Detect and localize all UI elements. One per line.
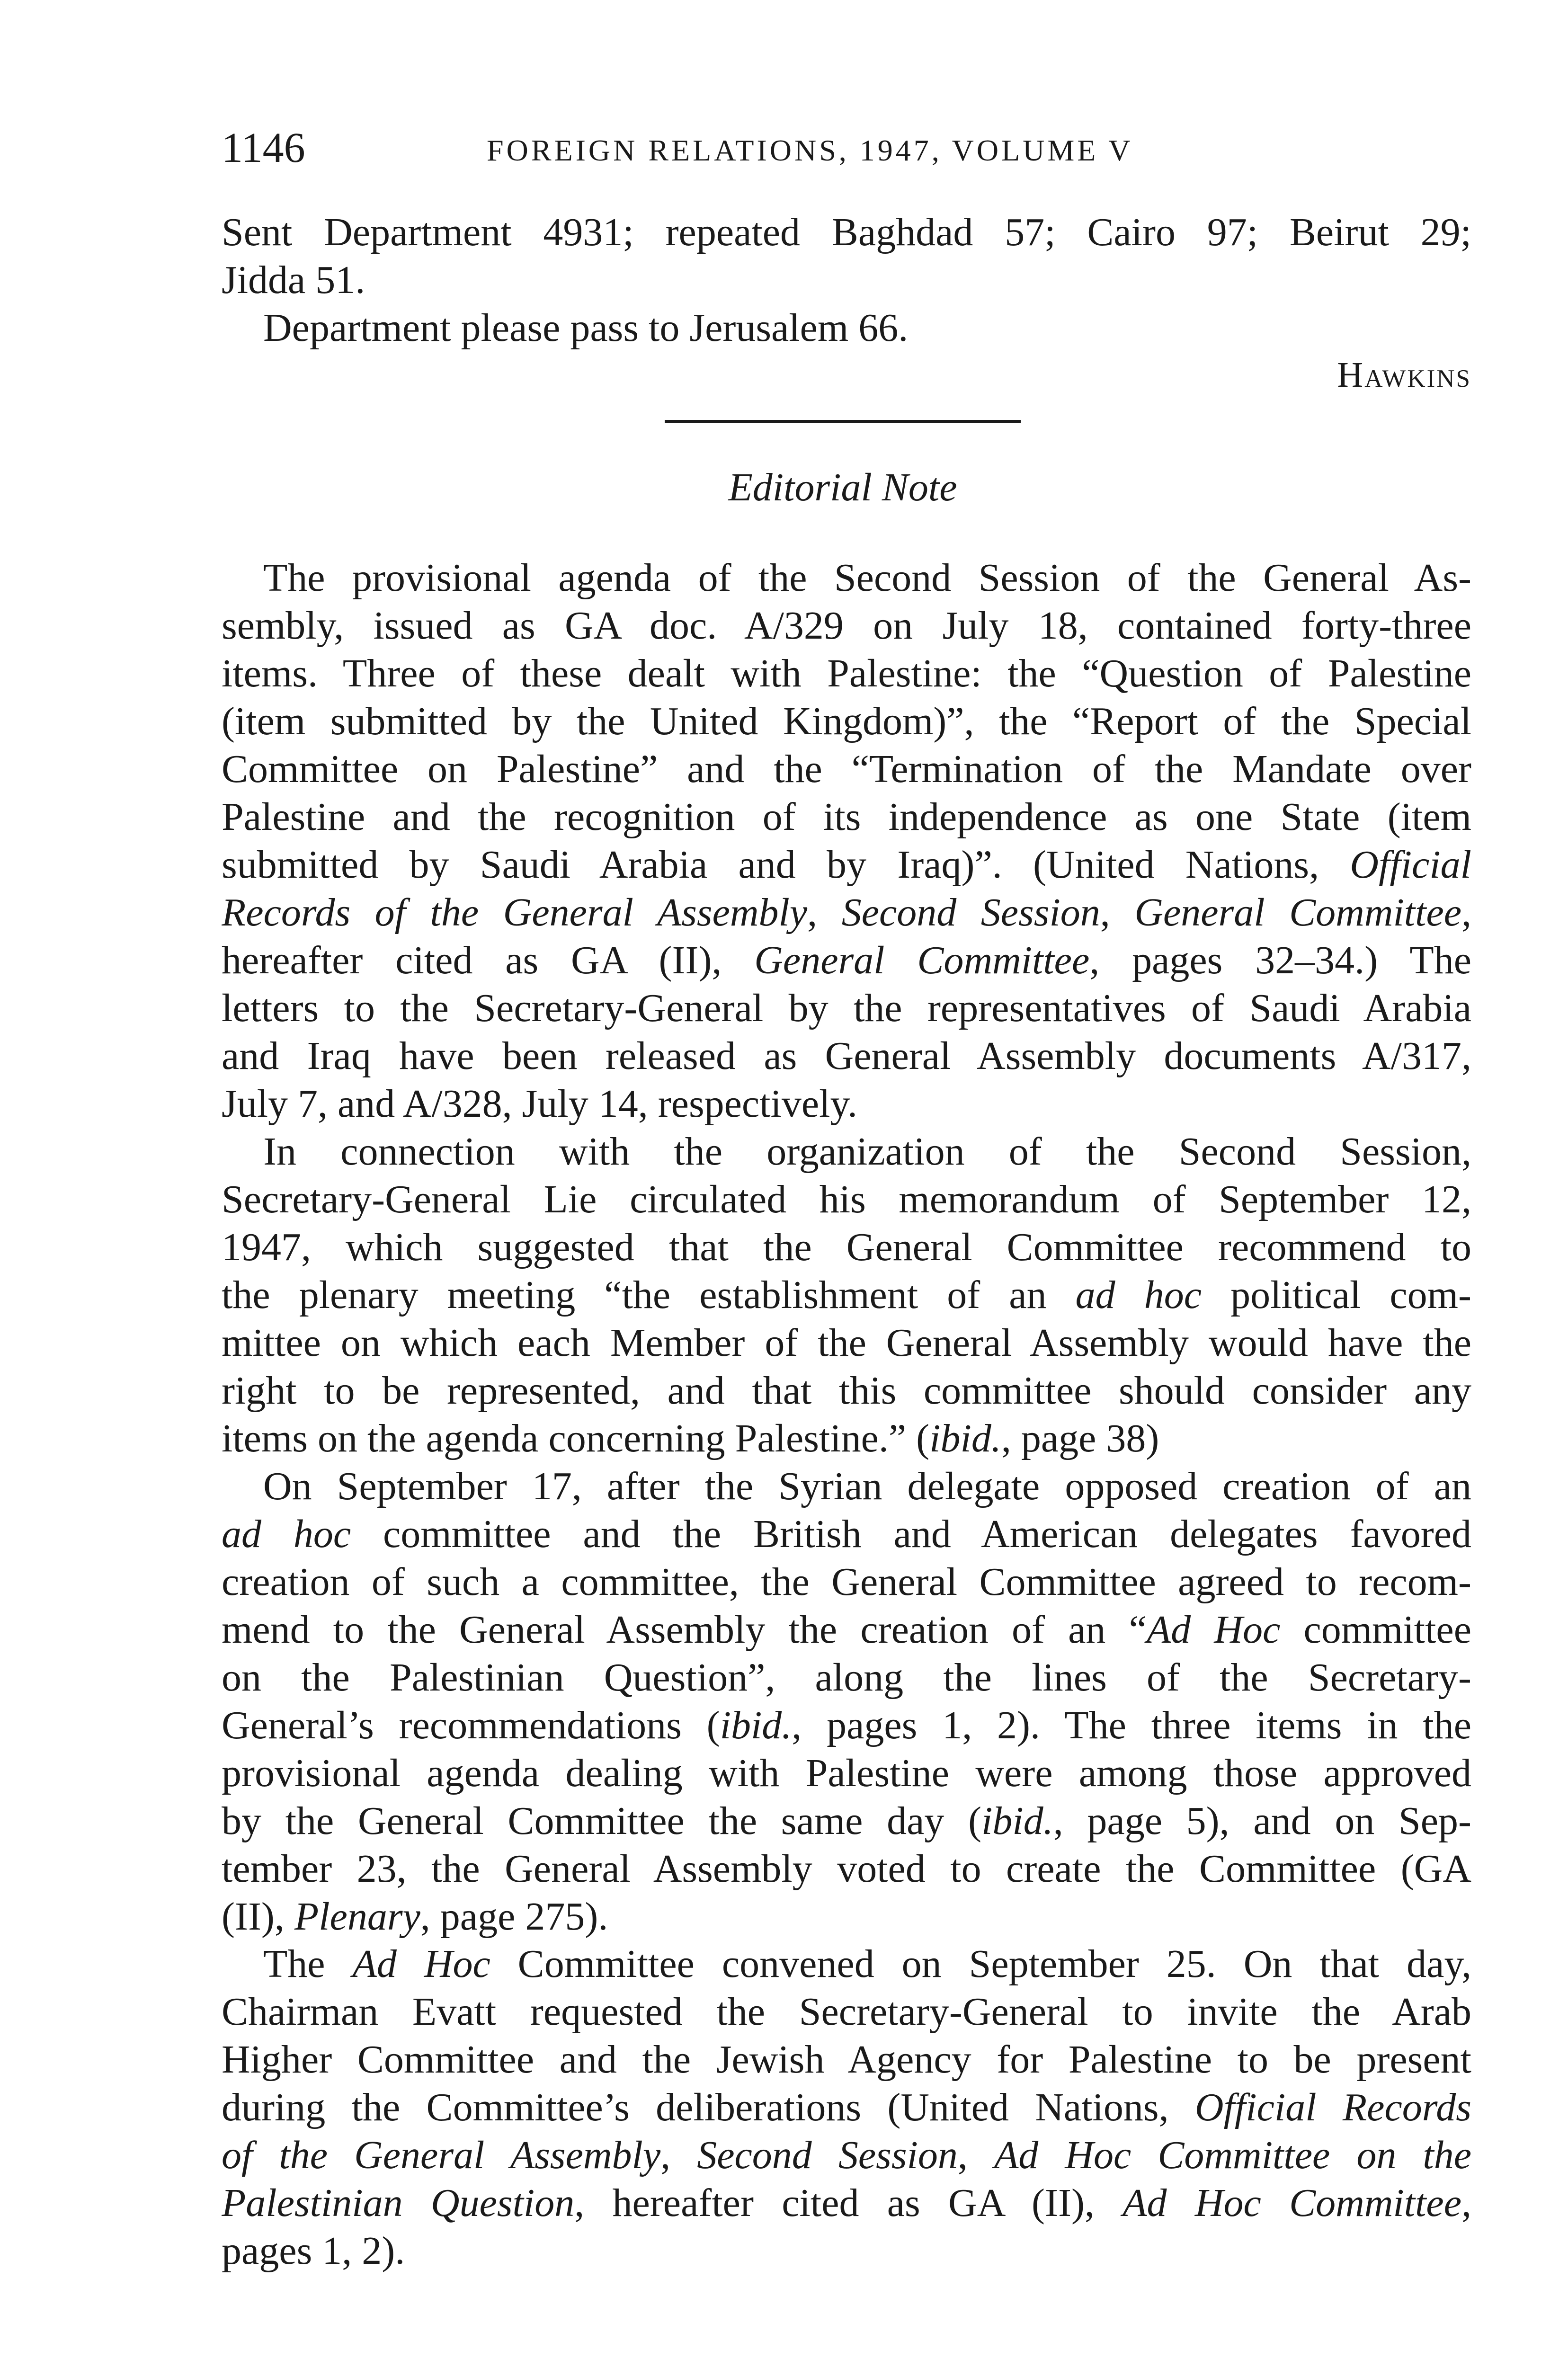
- text-run: ,: [660, 2133, 697, 2177]
- text-line: [222, 1701, 1471, 1749]
- text-line: tember 23, the General Assembly voted to create the Committee (GA: [222, 1847, 1471, 1891]
- text-line: [222, 1893, 1471, 1940]
- text-line: pages 1, 2).: [222, 2229, 405, 2273]
- text-line: (item submitted by the United Kingdom)”, the “Report of the Special: [222, 699, 1471, 743]
- text-line: Committee on Palestine” and the “Termination of the Mandate over: [222, 747, 1471, 791]
- text-line: [222, 1415, 1471, 1462]
- italic-run: Ad Hoc Committee: [1123, 2181, 1461, 2225]
- italic-run: Official Records: [1194, 2085, 1471, 2129]
- text-line: [222, 1606, 1471, 1654]
- text-line: [222, 2083, 1471, 2131]
- italic-run: ad hoc: [222, 1512, 351, 1556]
- italic-run: General Committee: [754, 938, 1090, 982]
- text-run: ,: [1461, 890, 1471, 934]
- text-run: the plenary meeting “the establishment of an: [222, 1273, 1076, 1317]
- text-run: ,: [957, 2133, 994, 2177]
- text-line: [222, 841, 1471, 889]
- text-line: on the Palestinian Question”, along the lines of the Secretary-: [222, 1655, 1471, 1700]
- italic-run: ibid.: [720, 1703, 792, 1747]
- text-run: ,: [1461, 2181, 1471, 2225]
- text-line: right to be represented, and that this committee should consider any: [222, 1369, 1471, 1413]
- text-run: committee: [1280, 1608, 1471, 1652]
- text-run: hereafter cited as GA (II),: [222, 938, 755, 982]
- text-line: On September 17, after the Syrian delegate opposed creation of an: [263, 1464, 1471, 1508]
- text-run: by the General Committee the same day (: [222, 1799, 982, 1843]
- text-line: letters to the Secretary-General by the representatives of Saudi Arabia: [222, 986, 1471, 1030]
- text-line: [222, 1940, 1471, 1988]
- text-line: [222, 1271, 1471, 1319]
- text-line: July 7, and A/328, July 14, respectively.: [222, 1082, 858, 1126]
- text-run: Committee convened on September 25. On that day,: [490, 1942, 1471, 1986]
- text-run: , pages 1, 2). The three items in the: [792, 1703, 1471, 1747]
- section-divider: [665, 420, 1021, 423]
- paragraph-2: [222, 1128, 1471, 1462]
- text-line: sembly, issued as GA doc. A/329 on July 18, contained forty-three: [222, 604, 1471, 648]
- italic-run: Official: [1350, 843, 1471, 887]
- text-run: , page 275).: [420, 1895, 608, 1939]
- telegram-closing: [222, 208, 1471, 352]
- text-line: The provisional agenda of the Second Session of the General As-: [263, 556, 1471, 600]
- text-line: Chairman Evatt requested the Secretary-General to invite the Arab: [222, 1990, 1471, 2034]
- italic-run: ibid.: [981, 1799, 1053, 1843]
- text-line: Sent Department 4931; repeated Baghdad 57; Cairo 97; Beirut 29;: [222, 210, 1471, 254]
- text-line: mittee on which each Member of the General Assembly would have the: [222, 1321, 1471, 1365]
- text-run: items on the agenda concerning Palestine.” (: [222, 1416, 930, 1460]
- text-line: [222, 889, 1471, 936]
- text-line: and Iraq have been released as General Assembly documents A/317,: [222, 1034, 1471, 1078]
- paragraph-1: [222, 554, 1471, 1128]
- text-line: provisional agenda dealing with Palestine were among those approved: [222, 1751, 1471, 1795]
- text-line: In connection with the organization of the Second Session,: [263, 1130, 1471, 1174]
- text-line: Department please pass to Jerusalem 66.: [263, 306, 909, 350]
- text-line: 1947, which suggested that the General Committee recommend to: [222, 1225, 1471, 1269]
- text-line: items. Three of these dealt with Palestine: the “Question of Palestine: [222, 651, 1471, 695]
- text-run: committee and the British and American delegates favored: [351, 1512, 1471, 1556]
- text-run: mend to the General Assembly the creation of an “: [222, 1608, 1147, 1652]
- italic-run: Ad Hoc: [1146, 1608, 1281, 1652]
- signature: Hawkins: [1337, 355, 1471, 395]
- text-run: , hereafter cited as GA (II),: [574, 2181, 1123, 2225]
- italic-run: Second Session: [697, 2133, 958, 2177]
- text-line: [222, 1510, 1471, 1558]
- paragraph-3: [222, 1462, 1471, 1940]
- page-number: 1146: [222, 125, 305, 171]
- text-run: ,: [807, 890, 842, 934]
- text-line: Secretary-General Lie circulated his memorandum of September 12,: [222, 1177, 1471, 1221]
- running-head: FOREIGN RELATIONS, 1947, VOLUME V: [487, 133, 1133, 167]
- text-line: creation of such a committee, the General Committee agreed to recom-: [222, 1560, 1471, 1604]
- text-run: ,: [1100, 890, 1135, 934]
- paragraph-4: [222, 1940, 1471, 2275]
- italic-run: Palestinian Question: [222, 2181, 575, 2225]
- text-run: , page 38): [1001, 1416, 1159, 1460]
- text-run: The: [263, 1942, 353, 1986]
- italic-run: Ad Hoc: [352, 1942, 490, 1986]
- italic-run: General Committee: [1134, 890, 1462, 934]
- italic-run: Records of the General Assembly: [222, 890, 808, 934]
- text-line: Jidda 51.: [222, 258, 365, 302]
- section-title: Editorial Note: [728, 465, 957, 509]
- page-header: [222, 122, 1471, 174]
- text-line: [222, 1797, 1471, 1845]
- text-line: [222, 936, 1471, 984]
- text-line: [222, 2179, 1471, 2227]
- text-run: (II),: [222, 1895, 294, 1939]
- text-line: Palestine and the recognition of its independence as one State (item: [222, 795, 1471, 839]
- text-run: political com-: [1202, 1273, 1471, 1317]
- text-run: General’s recommendations (: [222, 1703, 720, 1747]
- text-run: submitted by Saudi Arabia and by Iraq)”. (United Nations,: [222, 843, 1350, 887]
- text-run: during the Committee’s deliberations (United Nations,: [222, 2085, 1195, 2129]
- italic-run: ad hoc: [1075, 1273, 1202, 1317]
- italic-run: Second Session: [841, 890, 1100, 934]
- italic-run: of the General Assembly: [222, 2133, 661, 2177]
- text-run: , page 5), and on Sep-: [1053, 1799, 1471, 1843]
- italic-run: Ad Hoc Committee on the: [994, 2133, 1471, 2177]
- text-line: Higher Committee and the Jewish Agency for Palestine to be present: [222, 2038, 1471, 2082]
- italic-run: ibid.: [929, 1416, 1001, 1460]
- text-line: [222, 2131, 1471, 2179]
- italic-run: Plenary: [294, 1895, 420, 1939]
- text-run: , pages 32–34.) The: [1089, 938, 1471, 982]
